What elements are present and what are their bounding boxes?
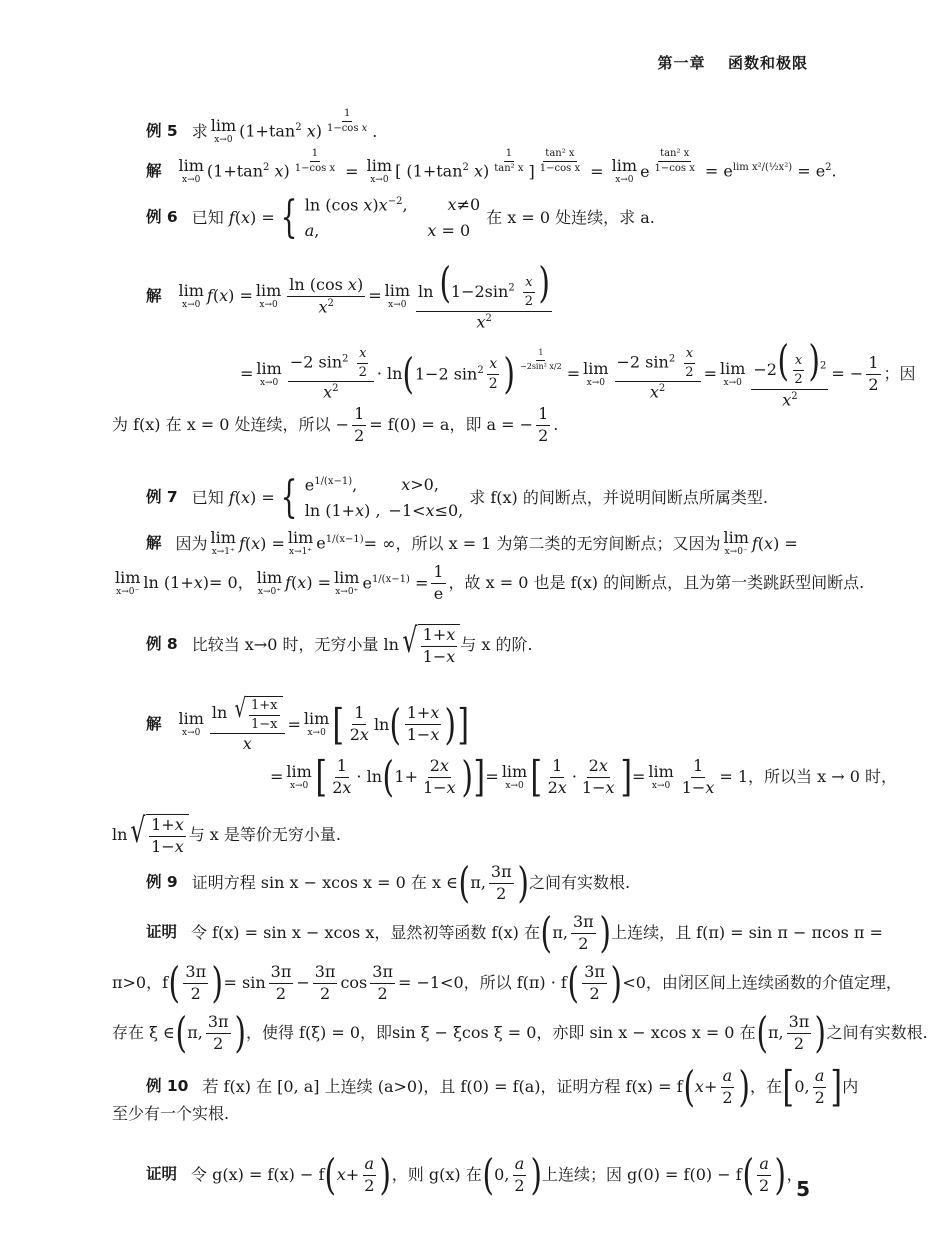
solution-text-b: = ∞，所以 x = 1 为第二类的无穷间断点；又因为 <box>363 533 721 553</box>
solution-label: 解 <box>146 533 162 552</box>
example-label: 例 9 <box>146 873 178 892</box>
solution-text: 因为 <box>175 533 208 553</box>
proof-text-b: ，则 g(x) 在 <box>391 1165 482 1184</box>
continuation-text: ；因 <box>883 364 916 384</box>
example-label: 例 6 <box>146 208 178 227</box>
proof-text-d: ， <box>786 1165 803 1184</box>
example-label: 例 7 <box>146 488 178 507</box>
question-text-c: 内 <box>842 1077 859 1096</box>
example-7-question: 例 7 已知 f(x) = { $e^{1/(x-1)}$, x>0, ln (1+x) , −1<x≤0, 求 f(x) 的间断点，并说明间断点所属类型. <box>146 472 768 523</box>
question-text: 比较当 x→0 时，无穷小量 ln <box>191 634 399 654</box>
example-6-question: 例 6 已知 f(x) = { ln (cos $x)x^{-2}$, x≠0 a , x = 0 在 x = 0 处连续，求 a. <box>146 192 655 243</box>
question-text: 证明方程 sin x − xcos x = 0 在 x ∈ <box>191 873 458 892</box>
page-header <box>658 52 809 73</box>
conclusion-text: = 1，所以当 x → 0 时， <box>719 767 898 786</box>
example-8-conclusion: ln √ $\frac{1+x}{1-x}$ 与 x 是等价无穷小量. <box>112 811 342 856</box>
example-9-question: 例 9 证明方程 sin x − xcos x = 0 在 x ∈ ( π, $\frac{3\pi}{2}$ ) 之间有实数根. <box>146 858 631 907</box>
proof-text-f: 存在 ξ ∈ <box>112 1023 175 1042</box>
example-10-question: 例 10 若 f(x) 在 [0, a] 上连续 (a>0)，且 f(0) = f(a)，证明方程 f(x) = f ( x + $\frac{a}{2}$ ) ，在 [ 0, $\frac{a}{2}$ ] 内 <box>146 1062 859 1111</box>
example-label: 例 5 <box>146 121 178 140</box>
proof-text-c: 上连续；因 g(0) = f(0) − f <box>541 1165 742 1184</box>
chapter-label: 第一章 <box>657 54 706 72</box>
question-text: 若 f(x) 在 [0, a] 上连续 (a>0)，且 f(0) = f(a)，证明方程 f(x) = f <box>202 1077 683 1096</box>
page-number: 5 <box>796 1177 810 1201</box>
solution-text-c: = 0， <box>209 573 254 593</box>
question-tail: 与 x 的阶. <box>460 634 533 654</box>
example-7-solution-line2: lim x→0⁻ ln (1+x) = 0， lim x→0⁺ f(x) = lim x→0⁺ $e^{1/(x-1)}$ = $\frac{1}{e}$ ，故 x = 0 也是 f(x) 的间断点，且为第一类跳跃型间断点. <box>115 562 865 603</box>
example-10-question-line2 <box>112 1106 229 1122</box>
question-tail: 之间有实数根. <box>529 873 631 892</box>
example-5-solution: 解 lim x→0 ($1+\tan^2$ x) $\frac{1}{\text{1−cos x}}$ = lim x→0 [ ($1+\tan^2$ x) $\frac{1}{\text{tan² x}}$ ] $\frac{\text{tan² x}}{\text{1−cos x}}$ = lim x→0 e $\frac{\text{tan² x}}{\text{1−cos x}}$ = $e^{lim x^2/(\frac{1}{2}x^2)} = e^2$. <box>146 147 837 185</box>
question-tail: 求 f(x) 的间断点，并说明间断点所属类型. <box>469 488 768 507</box>
conclusion-text-b: 与 x 是等价无穷小量. <box>188 824 342 844</box>
example-9-proof-line3: 存在 ξ ∈ ( π, $\frac{3\pi}{2}$ ) ，使得 f(ξ) = 0，即sin ξ − ξcos ξ = 0，亦即 sin x − xcos x = 0 在 ( π, $\frac{3\pi}{2}$ ) 之间有实数根. <box>112 1008 928 1057</box>
proof-text-d: = −1<0，所以 f(π) · f <box>397 973 567 992</box>
proof-text-e: <0，由闭区间上连续函数的介值定理， <box>622 973 902 992</box>
proof-text-g: ，使得 f(ξ) = 0，即sin ξ − ξcos ξ = 0，亦即 sin x − xcos x = 0 在 <box>245 1023 756 1042</box>
chapter-title: 函数和极限 <box>727 54 808 72</box>
proof-text-a: 令 g(x) = f(x) − f <box>191 1165 325 1184</box>
question-text: 求 <box>191 121 208 141</box>
example-9-proof-line2: π>0，f ( $\frac{3\pi}{2}$ ) = sin $\frac{3\pi}{2}$ − $\frac{3\pi}{2}$ cos $\frac{3\pi}{2}$ = −1<0，所以 f(π) · f ( $\frac{3\pi}{2}$ ) <0，由闭区间上连续函数的介值定理， <box>112 958 902 1007</box>
solution-text-d: ，故 x = 0 也是 f(x) 的间断点，且为第一类跳跃型间断点. <box>448 573 865 593</box>
question-text-d: 至少有一个实根. <box>112 1104 230 1123</box>
solution-label: 解 <box>146 161 162 180</box>
example-label: 例 8 <box>146 635 178 654</box>
proof-text-a: 令 f(x) = sin x − xcos x，显然初等函数 f(x) 在 <box>191 923 540 942</box>
question-text: 已知 <box>191 488 224 507</box>
example-6-solution-line1: 解 lim x→0 f(x) = lim x→0 $\frac{\text{ln (cos x)}}{x^2}$ = lim x→0 $\ln (1-2\sin^2$ $\frac{x}{2}$ ) $x^2$ <box>146 262 555 331</box>
example-8-question: 例 8 比较当 x→0 时，无穷小量 ln √ $\frac{1+x}{1-x}$ 与 x 的阶. <box>146 621 533 666</box>
example-6-conclusion: 为 f(x) 在 x = 0 处连续，所以 − $\frac{1}{2}$ = f(0) = a，即 a = − $\frac{1}{2}$ . <box>112 404 559 445</box>
question-text: 已知 <box>191 208 224 227</box>
conclusion-text-a: 为 f(x) 在 x = 0 处连续，所以 − <box>112 415 350 435</box>
question-text-b: ，在 <box>749 1077 782 1096</box>
proof-label: 证明 <box>146 1165 178 1184</box>
solution-label: 解 <box>146 286 162 305</box>
proof-text-b: 上连续，且 f(π) = sin π − πcos π = <box>611 923 883 942</box>
example-5-question: 例 5 求 lim x→0 ($1+\tan^2$ x) $\frac{1}{\text{1−cos x}}$ . <box>146 107 378 145</box>
example-9-proof-line1: 证明 令 f(x) = sin x − xcos x，显然初等函数 f(x) 在 ( π, $\frac{3\pi}{2}$ ) 上连续，且 f(π) = sin π − πcos π = <box>146 908 883 957</box>
question-tail: 在 x = 0 处连续，求 a. <box>486 208 655 227</box>
example-8-solution-line1: 解 lim x→0 ln √ $\frac{1+x}{1-x}$ x = lim x→0 [ $\frac{1}{2x}$ ln ( $\frac{1+x}{1-x}$ ) ] <box>146 694 469 754</box>
conclusion-text-b: = f(0) = a，即 a = − <box>369 415 534 435</box>
proof-label: 证明 <box>146 923 178 942</box>
example-8-solution-line2: = lim x→0 [ $\frac{1}{2x}$ · ln ( 1+ $\frac{2x}{1-x}$ ) ] = lim x→0 [ $\frac{1}{2x}$ · $\frac{2x}{1-x}$ ] = lim x→0 $\frac{1}{1-x}$ = 1，所以当 x → 0 时， <box>270 752 898 801</box>
example-7-solution-line1: 解 因为 lim x→1⁺ f(x) = lim x→1⁺ $e^{1/(x-1)}$ = ∞，所以 x = 1 为第二类的无穷间断点；又因为 lim x→0⁻ f(x) = <box>146 528 798 557</box>
example-label: 例 10 <box>146 1077 189 1096</box>
proof-text-h: 之间有实数根. <box>826 1023 928 1042</box>
example-6-solution-line2: = lim x→0 −2 $\sin^2$ $\frac{x}{2}$ $x^2$ · ln ( 1−2 $\sin^2$ $\frac{x}{2}$ ) $\frac{1}{\text{−2sin² x/2}}$ = lim x→0 −2 $\sin^2$ $\frac{x}{2}$ $x^2$ = lim x→0 −2( $\frac{x}{2}$ )$^2$ $x^2$ = − $\frac{1}{2}$ ；因 <box>240 336 916 409</box>
proof-text-c: π>0，f <box>112 973 169 992</box>
solution-label: 解 <box>146 714 162 733</box>
example-10-proof: 证明 令 g(x) = f(x) − f ( x + $\frac{a}{2}$ ) ，则 g(x) 在 ( 0, $\frac{a}{2}$ ) 上连续；因 g(0) = f(0) − f ( $\frac{a}{2}$ ) ， <box>146 1150 803 1199</box>
